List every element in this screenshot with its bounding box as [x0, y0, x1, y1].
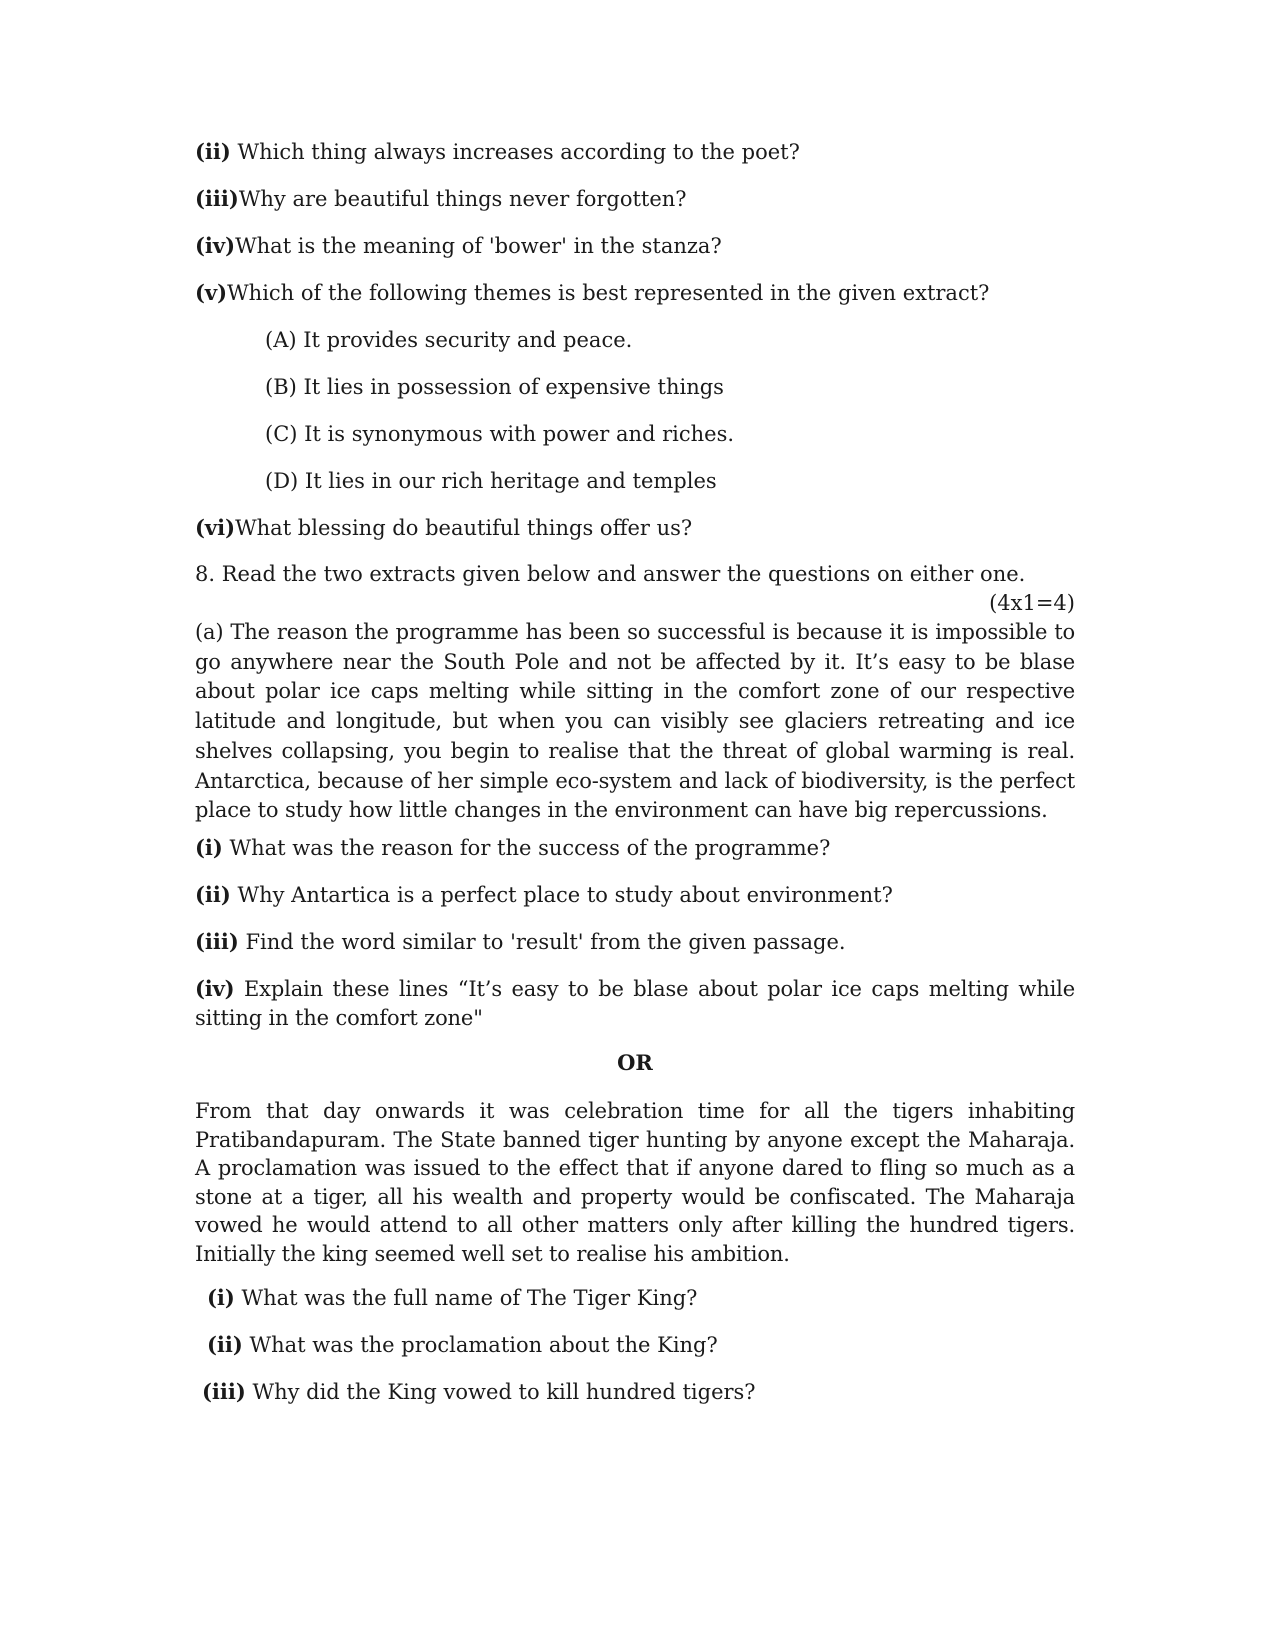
extract-a-passage: (a) The reason the programme has been so successful is because it is impossible to go anywhere near the South Pole and not be affected by it. It’s easy to be blase about polar ice caps melting while sitting in the comfort zone of our respective latitude and longitude, but when you can visibly see glaciers retreating and ice shelves collapsing, you begin to realise that the threat of global warming is real. Antarctica, because of her simple eco-system and lack of biodiversity, is the perfect place to study how little changes in the environment can have big repercussions.	[195, 620, 1075, 823]
poem-question-vi	[195, 514, 692, 542]
extract-a-question-i	[195, 834, 830, 862]
extract-b-question-ii	[207, 1331, 718, 1359]
poem-question-v	[195, 279, 989, 307]
question-number: (iii)	[195, 186, 239, 211]
question-text: Why are beautiful things never forgotten?	[238, 187, 687, 211]
extract-b-question-i	[207, 1284, 697, 1312]
or-separator: OR	[617, 1050, 653, 1075]
extract-a-question-iii	[195, 928, 846, 956]
question-number: (iii)	[202, 1379, 246, 1404]
question-number: (i)	[207, 1285, 235, 1310]
question-8-marks: (4x1=4)	[989, 591, 1075, 615]
question-text: Find the word similar to 'result' from the given passage.	[238, 930, 846, 954]
poem-question-iv	[195, 232, 722, 260]
poem-question-ii	[195, 138, 800, 166]
question-number: (ii)	[207, 1332, 243, 1357]
question-number: (iv)	[195, 976, 235, 1001]
extract-a-question-ii	[195, 881, 893, 909]
question-number: (vi)	[195, 515, 236, 540]
question-number: (ii)	[195, 882, 231, 907]
question-text: Why Antartica is a perfect place to study about environment?	[230, 883, 893, 907]
question-text: Why did the King vowed to kill hundred tigers?	[245, 1380, 756, 1404]
question-8-heading: 8. Read the two extracts given below and answer the questions on either one.	[195, 562, 1026, 586]
question-text: What is the meaning of 'bower' in the stanza?	[235, 234, 722, 258]
option-c: (C) It is synonymous with power and riches.	[265, 422, 735, 446]
option-a: (A) It provides security and peace.	[265, 328, 633, 352]
extract-a-question-iv	[195, 974, 1075, 1033]
question-number: (v)	[195, 280, 228, 305]
question-number: (ii)	[195, 139, 231, 164]
question-text: Explain these lines “It’s easy to be blase about polar ice caps melting while sitting in the comfort zone"	[195, 977, 1075, 1030]
extract-b-passage: From that day onwards it was celebration time for all the tigers inhabiting Pratibandapuram. The State banned tiger hunting by anyone except the Maharaja. A proclamation was issued to the effect that if anyone dared to fling so much as a stone at a tiger, all his wealth and property would be confiscated. The Maharaja vowed he would attend to all other matters only after killing the hundred tigers. Initially the king seemed well set to realise his ambition.	[195, 1099, 1075, 1266]
extract-b-question-iii	[202, 1378, 756, 1406]
question-text: Which thing always increases according to the poet?	[230, 140, 800, 164]
question-text: What blessing do beautiful things offer us?	[235, 516, 693, 540]
question-text: Which of the following themes is best represented in the given extract?	[227, 281, 990, 305]
question-number: (i)	[195, 835, 223, 860]
question-text: What was the reason for the success of the programme?	[222, 836, 831, 860]
option-d: (D) It lies in our rich heritage and temples	[265, 469, 717, 493]
option-b: (B) It lies in possession of expensive things	[265, 375, 724, 399]
question-number: (iv)	[195, 233, 236, 258]
poem-question-iii	[195, 185, 687, 213]
question-text: What was the proclamation about the King?	[242, 1333, 718, 1357]
question-number: (iii)	[195, 929, 239, 954]
question-text: What was the full name of The Tiger King?	[234, 1286, 698, 1310]
